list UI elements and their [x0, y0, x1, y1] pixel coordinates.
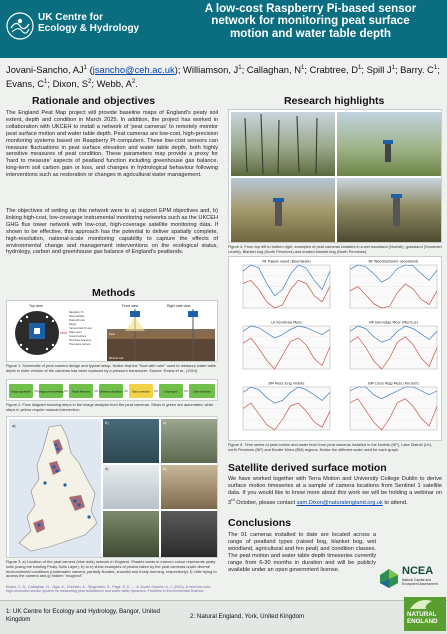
timeseries-chart-4: [350, 321, 437, 370]
front-view-label: Front view: [122, 304, 139, 308]
rationale-heading: Rationale and objectives: [32, 95, 156, 107]
chart-title: NF Woodbastwick (woodland): [368, 259, 419, 264]
ukceh-logo: [6, 8, 156, 50]
svg-text:Data download: Data download: [193, 390, 211, 394]
figure-4-photos: [228, 109, 442, 243]
photo-flooded: c): [161, 419, 217, 463]
poster-header: [0, 0, 447, 58]
svg-text:Image pre-processing: Image pre-processing: [38, 390, 64, 394]
ncea-logo: [378, 565, 442, 593]
methods-heading: Methods: [92, 287, 136, 299]
rationale-paragraph-2: The objectives of setting up this network were to a) support EPM objectives and, b) linking high-cost, low-coverage instrumental monitoring networks such as the UKCEH GHG flux tower network with low-cost, high-coverage satellite monitoring data. If shown to be effective, this approach has the potential to deliver spatially complete, high-resolution, national-scale monitoring capability to capture the effects of environmental change and management interventions on the ecological status, hydrology, carbon and greenhouse gas balance of England's peatlands.: [6, 208, 218, 256]
figure-5-caption: Figure 5. Time series of peat motion and water level from peat cameras installed in the Norfolk (NF), Lake District (LK), north Pennines (NP) and Border Mires (BM) regions. Notice the different scale used for each graph.: [228, 442, 433, 452]
figure-4-caption: Figure 4. From top left to bottom right, examples of peat cameras installed in a wet woodland (Norfolk), grassland (Somerset Levels), Blanket bog (North Pennines) and eroded blanket bog (North Pennines).: [228, 244, 442, 254]
figure-5-timeseries: [229, 257, 443, 442]
timeseries-chart-1: [243, 260, 330, 309]
poster-title: A low-cost Raspberry Pi-based sensor network for monitoring peat surface motion and water table depth: [204, 2, 417, 40]
ukceh-logo-icon: [6, 12, 34, 40]
legend-steel-rod: Steel rod/tube: [69, 315, 85, 318]
research-highlights-heading: Research highlights: [284, 95, 385, 107]
chart-title: BM Moss long middle: [268, 381, 305, 386]
natural-england-logo: [404, 597, 446, 631]
england-map: [9, 419, 101, 557]
figure-3-caption: Figure 3. a) Location of the peat camera (blue dots) network in England. Shaded areas in maroon colour represents peaty soils (using the existing Peaty Soils Layer). b) to e) show examples of photos taken by the peat cameras under diverse environmental conditions (underwater camera, partially flooded, snowfall and frosty morning, respectively). f) Little trying to access the camera and g) hidden "mugshot".: [6, 559, 217, 579]
natural-england-line1: NATURAL: [407, 611, 437, 618]
ncea-subtitle: Natural Capital and Ecosystem Assessment: [402, 578, 438, 586]
figure-5-panel: [228, 256, 442, 441]
photo-frosty-morning: e): [161, 465, 217, 509]
photo-animal-access: [103, 511, 159, 557]
legend-raspberry-pi: Raspberry Pi: [69, 311, 84, 314]
figure-1-caption: Figure 1. Schematic of peat camera design and typical setup. Notice that the "float with ruler" used to measure water table depth in older version of the cameras has been replaced by a pressure transducer. Source: Evans et al., (2019): [6, 363, 216, 373]
satellite-contact-email[interactable]: sam.Dixon@naturalengland.org.uk: [296, 499, 383, 506]
chart-title: NF Pigeon wood (Boardwalk): [262, 259, 311, 264]
chart-title: BM Cross Rigg Moss (Ancient): [368, 381, 419, 386]
legend-float: Float with cam: [69, 319, 86, 322]
chart-title: NP Glenridge Moor (Moricus): [369, 320, 418, 325]
timeseries-chart-2: [350, 260, 437, 309]
flow-step-2: [38, 384, 64, 398]
legend-timelapse-camera: Time-lapse camera: [69, 343, 91, 346]
timeseries-chart-6: [350, 382, 437, 431]
flow-step-7: [189, 384, 215, 398]
org-name-line1: UK Centre for: [38, 12, 104, 23]
mineral-soil-layer: [107, 339, 215, 361]
author-list: Jovani-Sancho, $AJ^1$ (jsancho@ceh.ac.uk); Williamson, $J^1$; Callaghan, $N^1$; Crabtree, $D^1$; Spill $J^1$; Barry. $C^1$; Evans, $C^1$; Dixon, $S^2$; Webb, $A^2$.: [6, 64, 440, 90]
top-view-label: Top view: [29, 304, 43, 308]
affiliation-1: 1: UK Centre for Ecology and Hydrology, Bangor, United Kingdom: [6, 608, 160, 623]
reference-citation: Evans, C. D., Callaghan, N., Jaya, A., Grinham, A., Sjogersten, S., Page, S. E., ... & Jovani-Sancho, A. J. (2021). A new low-cost, high-resolution sensor system for measuring peat subsidence and water table dynamics. Frontiers in Environmental Science.: [6, 585, 211, 594]
svg-text:Mineral soil: Mineral soil: [109, 356, 124, 360]
figure-1-schematic: [6, 300, 218, 362]
flow-step-5: [129, 384, 153, 398]
natural-england-line2: ENGLAND: [407, 618, 438, 625]
legend-target: Target: [69, 323, 76, 326]
photo-snowfall: d): [103, 465, 159, 509]
panel-label-a: a): [12, 423, 16, 428]
svg-text:Distance calculation: Distance calculation: [99, 390, 123, 394]
legend-ground-surface: Ground surface: [69, 335, 87, 338]
chart-title: LK Foulshaw Moss: [271, 320, 302, 325]
figure-3-panel: [6, 416, 218, 558]
figure-2-caption: Figure 2. Flow diagram showing steps in the image analysis from the peat cameras. Steps in green are automated, while steps in yellow require manual intervention: [6, 402, 214, 412]
org-name-line2: Ecology & Hydrology: [38, 23, 140, 34]
legend-horizontal-ref: Horizontal reference: [69, 339, 92, 342]
ncea-logo-icon: [378, 567, 400, 589]
photo-wet-woodland: [231, 112, 335, 176]
rationale-paragraph-1: The England Peat Map project will provide baseline maps of England's peaty soil extent, depth and condition in March 2025. In addition, the project has worked in collaboration with UKCEH to install a network of 'peat cameras' to remotely monitor peat surface motion and water table depth. Peat cameras are low-cost, high-precision monitoring systems based on Raspberry Pi computers. These low-cost sensors can measure fluctuations in peat surface elevation and water table depth, both highly sensitive measures of peat condition. These parameters may provide a proxy for 'hard to measure' aspects of peatland function including greenhouse gas balance, long-term soil carbon gain or loss, and changes in hydrological behaviour following interventions such as restoration or changes in agricultural water management.: [6, 110, 218, 179]
svg-text:Data correction: Data correction: [132, 390, 150, 394]
figure-2-flow-diagram: [6, 379, 218, 401]
author-email-link[interactable]: jsancho@ceh.ac.uk: [92, 64, 175, 76]
photo-eroded-blanket-bog: [337, 178, 441, 242]
ncea-wordmark: NCEA: [402, 565, 434, 577]
legend-field-of-view: Camera field of view: [69, 327, 92, 330]
photo-underwater: b): [103, 419, 159, 463]
right-view-label: Right side view: [167, 304, 191, 308]
affiliation-2: 2: Natural England, York, United Kingdom: [190, 613, 305, 620]
svg-text:Peat: Peat: [109, 332, 115, 336]
photo-mugshot: [161, 511, 217, 557]
conclusions-paragraph: The 91 cameras installed to date are located across a range of peatland types (raised bog, blanket bog, wet woodland, agricultural and fen peat) and condition classes. The peat motion and water table depth timeseries currently range from 6-30 months in duration and will be publicly available under an open government license.: [228, 532, 376, 573]
flow-step-3: [69, 384, 93, 398]
flow-step-1: [9, 384, 33, 398]
flow-step-4: [99, 384, 123, 398]
natural-england-leaf-icon: [404, 597, 446, 611]
timeseries-chart-3: [243, 321, 330, 370]
legend-water-level: Water level: [69, 331, 82, 334]
satellite-heading: Satellite derived surface motion: [228, 462, 387, 474]
svg-text:Image acquisition: Image acquisition: [10, 390, 32, 394]
schematic-drawing: [7, 301, 219, 363]
peat-layer: [107, 329, 215, 339]
svg-text:Data ingest: Data ingest: [164, 390, 178, 394]
photo-blanket-bog: [231, 178, 335, 242]
flow-step-6: [159, 384, 183, 398]
photo-grassland: [337, 112, 441, 176]
svg-text:Target detection: Target detection: [71, 390, 91, 394]
conclusions-heading: Conclusions: [228, 517, 292, 529]
satellite-paragraph: We have worked together with Terra Motion and University College Dublin to derive surface motion timeseries at a sample of camera locations from Sentinel 1 satellite data. If you would like to know more about this work we will be holding a webinar on 3rd October, please contact sam.Dixon@naturalengland.org.uk to attend.: [228, 476, 442, 506]
timeseries-chart-5: [243, 382, 330, 431]
